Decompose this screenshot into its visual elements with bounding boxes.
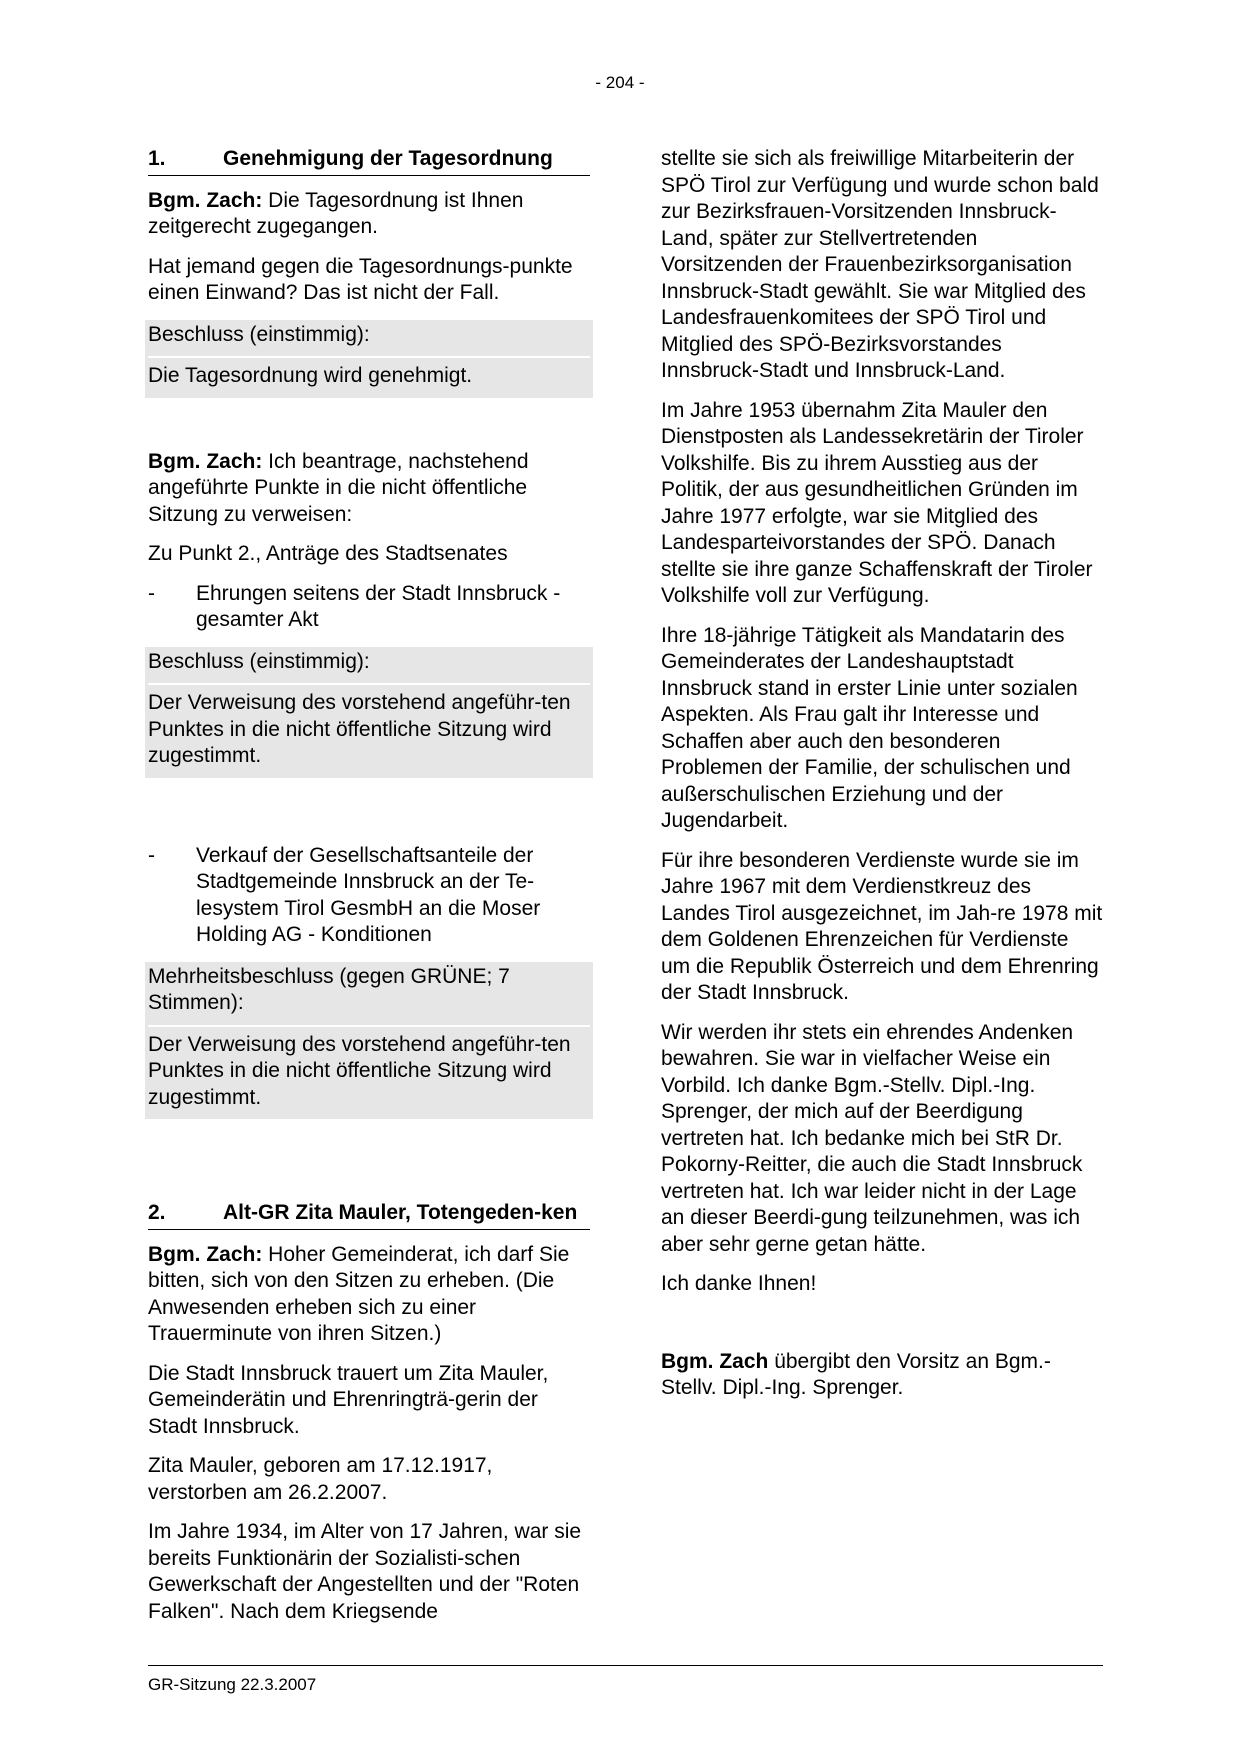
right-column — [661, 146, 1103, 1415]
footer-text: GR-Sitzung 22.3.2007 — [148, 1675, 317, 1694]
paragraph: Im Jahre 1953 übernahm Zita Mauler den Dienstposten als Landessekretärin der Tiroler Volkshilfe. Bis zu ihrem Ausstieg aus der Politik, der aus gesundheitlichen Gründen im Jahre 1977 erfolgte, war sie Mitglied des Landesparteivorstandes der SPÖ. Danach stellte sie ihre ganze Schaffenskraft der Tiroler Volkshilfe voll zur Verfügung. — [661, 398, 1093, 607]
section-heading-2 — [148, 1200, 590, 1230]
list-item — [148, 581, 590, 634]
paragraph: Im Jahre 1934, im Alter von 17 Jahren, war sie bereits Funktionärin der Sozialisti-schen Gewerkschaft der Angestellten und der "Roten Falken". Nach dem Kriegsende — [148, 1520, 582, 1623]
paragraph-text: Die Tagesordnung ist Ihnen zeitgerecht zugegangen. — [148, 188, 524, 238]
page-footer — [148, 1665, 1103, 1695]
list-dash: - — [148, 581, 155, 605]
paragraph — [661, 1349, 1103, 1402]
paragraph: stellte sie sich als freiwillige Mitarbeiterin der SPÖ Tirol zur Verfügung und wurde schon bald zur Bezirksfrauen-Vorsitzenden Innsbruck-Land, später zur Stellvertretenden Vorsitzenden der Frauenbezirksorganisation Innsbruck-Stadt gewählt. Sie war Mitglied des Landesfrauenkomitees der SPÖ Tirol und Mitglied des SPÖ-Bezirksvorstandes Innsbruck-Stadt und Innsbruck-Land. — [661, 147, 1099, 382]
decision-box — [145, 647, 593, 778]
section-heading-1 — [148, 146, 590, 176]
paragraph: Zu Punkt 2., Anträge des Stadtsenates — [148, 542, 508, 565]
paragraph — [148, 449, 590, 529]
paragraph: Die Stadt Innsbruck trauert um Zita Mauler, Gemeinderätin und Ehrenringträ-gerin der Stadt Innsbruck. — [148, 1361, 549, 1438]
list-dash: - — [148, 843, 155, 867]
section-number: 2. — [148, 1201, 166, 1224]
paragraph — [148, 1242, 590, 1348]
paragraph: Wir werden ihr stets ein ehrendes Andenken bewahren. Sie war in vielfacher Weise ein Vorbild. Ich danke Bgm.-Stellv. Dipl.-Ing. Sprenger, der mich auf der Beerdigung vertreten hat. Ich bedanke mich bei StR Dr. Pokorny-Reitter, die auch die Stadt Innsbruck vertreten hat. Ich war leider nicht in der Lage an dieser Beerdi-gung teilzunehmen, was ich aber sehr gerne getan hätte. — [661, 1020, 1083, 1256]
paragraph: Für ihre besonderen Verdienste wurde sie im Jahre 1967 mit dem Verdienstkreuz des Landes Tirol ausgezeichnet, im Jah-re 1978 mit dem Goldenen Ehrenzeichen für Verdienste um die Republik Österreich und dem Ehrenring der Stadt Innsbruck. — [661, 848, 1103, 1004]
paragraph-text: Hoher Gemeinderat, ich darf Sie bitten, sich von den Sitzen zu erheben. (Die Anwesenden erheben sich zu einer Trauerminute von ihren Sitzen.) — [148, 1242, 570, 1345]
paragraph: Zita Mauler, geboren am 17.12.1917, verstorben am 26.2.2007. — [148, 1454, 493, 1504]
paragraph-text: übergibt den Vorsitz an Bgm.-Stellv. Dipl.-Ing. Sprenger. — [661, 1349, 1051, 1399]
paragraph: Hat jemand gegen die Tagesordnungs-punkte einen Einwand? Das ist nicht der Fall. — [148, 254, 573, 304]
list-item-text: Ehrungen seitens der Stadt Innsbruck - gesamter Akt — [196, 581, 561, 631]
paragraph-text: Ich beantrage, nachstehend angeführte Punkte in die nicht öffentliche Sitzung zu verweisen: — [148, 449, 529, 526]
decision-heading: Beschluss (einstimmig): — [148, 649, 370, 673]
paragraph: Ihre 18-jährige Tätigkeit als Mandatarin des Gemeinderates der Landeshauptstadt Innsbruck stand in erster Linie unter sozialen Aspekten. Als Frau galt ihr Interesse und Schaffen aber auch den besonderen Problemen der Familie, der schulischen und außerschulischen Erziehung und der Jugendarbeit. — [661, 623, 1078, 832]
list-item — [148, 843, 590, 949]
speaker-label: Bgm. Zach: — [148, 188, 263, 212]
section-title: Alt-GR Zita Mauler, Totengeden-ken — [223, 1201, 578, 1224]
decision-body: Der Verweisung des vorstehend angeführ-ten Punktes in die nicht öffentliche Sitzung wird zugestimmt. — [148, 683, 590, 778]
decision-body: Die Tagesordnung wird genehmigt. — [148, 356, 590, 398]
decision-heading: Beschluss (einstimmig): — [148, 322, 370, 346]
speaker-label: Bgm. Zach: — [148, 1242, 263, 1266]
decision-box — [145, 962, 593, 1120]
decision-heading: Mehrheitsbeschluss (gegen GRÜNE; 7 Stimmen): — [148, 964, 510, 1014]
left-column — [148, 146, 590, 1638]
decision-box — [145, 320, 593, 398]
page-number: - 204 - — [595, 73, 645, 92]
section-number: 1. — [148, 147, 166, 170]
section-title: Genehmigung der Tagesordnung — [223, 147, 553, 170]
paragraph — [148, 188, 590, 241]
speaker-label: Bgm. Zach — [661, 1349, 769, 1373]
list-item-text: Verkauf der Gesellschaftsanteile der Stadtgemeinde Innsbruck an der Te-lesystem Tirol GesmbH an die Moser Holding AG - Konditionen — [196, 843, 541, 946]
speaker-label: Bgm. Zach: — [148, 449, 263, 473]
paragraph: Ich danke Ihnen! — [661, 1272, 817, 1295]
decision-body: Der Verweisung des vorstehend angeführ-ten Punktes in die nicht öffentliche Sitzung wird zugestimmt. — [148, 1025, 590, 1120]
